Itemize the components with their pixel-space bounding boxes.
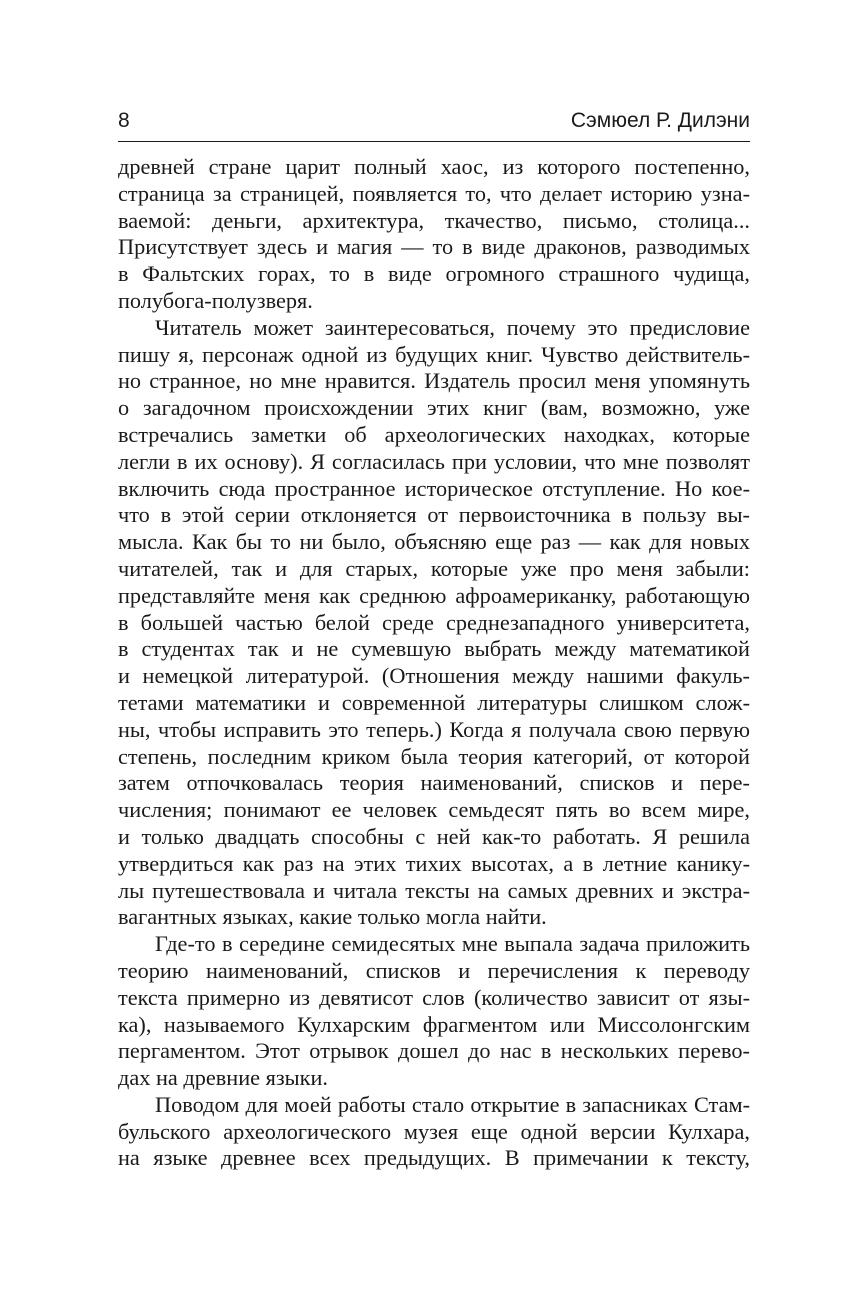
text-line: мысла. Как бы то ни было, объясняю еще раз — как для новых bbox=[118, 529, 750, 555]
text-line: что в этой серии отклоняется от первоисточника в пользу вы- bbox=[118, 502, 750, 528]
header-rule bbox=[118, 141, 750, 142]
text-line: ны, чтобы исправить это теперь.) Когда я получала свою первую bbox=[118, 716, 750, 742]
text-line: в студентах так и не сумевшую выбрать между математикой bbox=[118, 636, 750, 662]
text-line: но странное, но мне нравится. Издатель просил меня упомянуть bbox=[118, 368, 750, 394]
text-line: и немецкой литературой. (Отношения между нашими факуль- bbox=[118, 663, 750, 689]
text-line: числения; понимают ее человек семьдесят пять во всем мире, bbox=[118, 797, 750, 823]
text-line: степень, последним криком была теория категорий, от которой bbox=[118, 743, 750, 769]
running-head-author: Сэмюел Р. Дилэни bbox=[570, 109, 750, 132]
text-line: бульского археологического музея еще одной версии Кулхара, bbox=[118, 1118, 750, 1144]
text-line: о загадочном происхождении этих книг (вам, возможно, уже bbox=[118, 395, 750, 421]
text-line: затем отпочковалась теория наименований, списков и пере- bbox=[118, 770, 750, 796]
text-line: вагантных языках, какие только могла найти. bbox=[118, 904, 547, 930]
text-line: пергаментом. Этот отрывок дошел до нас в нескольких перево- bbox=[118, 1038, 750, 1064]
text-line: полубога-полузверя. bbox=[118, 287, 313, 313]
text-line: страница за страницей, появляется то, что делает историю узна- bbox=[118, 180, 750, 206]
paragraph bbox=[118, 154, 750, 315]
body-text bbox=[118, 154, 750, 1172]
text-line: встречались заметки об археологических находках, которые bbox=[118, 421, 750, 447]
text-line: ваемой: деньги, архитектура, ткачество, письмо, столица... bbox=[118, 207, 750, 233]
paragraph bbox=[118, 315, 750, 931]
text-line: легли в их основу). Я согласилась при условии, что мне позволят bbox=[118, 448, 750, 474]
running-header bbox=[118, 104, 750, 138]
paragraph bbox=[118, 1092, 750, 1172]
text-line: лы путешествовала и читала тексты на самых древних и экстра- bbox=[118, 877, 750, 903]
text-line: Присутствует здесь и магия — то в виде драконов, разводимых bbox=[118, 234, 750, 260]
text-line: текста примерно из девятисот слов (количество зависит от язы- bbox=[118, 984, 750, 1010]
text-line: и только двадцать способны с ней как-то работать. Я решила bbox=[118, 823, 750, 849]
paragraph bbox=[118, 931, 750, 1092]
text-line: Читатель может заинтересоваться, почему это предисловие bbox=[155, 314, 750, 340]
text-line: на языке древнее всех предыдущих. В примечании к тексту, bbox=[118, 1145, 750, 1171]
text-line: утвердиться как раз на этих тихих высотах, а в летние канику- bbox=[118, 850, 750, 876]
text-line: пишу я, персонаж одной из будущих книг. Чувство действитель- bbox=[118, 341, 750, 367]
text-line: Где-то в середине семидесятых мне выпала задача приложить bbox=[155, 931, 750, 957]
text-line: дах на древние языки. bbox=[118, 1065, 329, 1091]
text-line: читателей, так и для старых, которые уже про меня забыли: bbox=[118, 555, 750, 581]
text-line: теорию наименований, списков и перечисления к переводу bbox=[118, 957, 750, 983]
text-line: древней стране царит полный хаос, из которого постепенно, bbox=[118, 154, 750, 179]
text-line: в Фальтских горах, то в виде огромного страшного чудища, bbox=[118, 261, 750, 287]
text-line: ка), называемого Кулхарским фрагментом или Миссолонгским bbox=[118, 1011, 750, 1037]
page-number: 8 bbox=[118, 109, 130, 132]
text-line: включить сюда пространное историческое отступление. Но кое- bbox=[118, 475, 750, 501]
text-line: Поводом для моей работы стало открытие в запасниках Стам- bbox=[155, 1091, 750, 1117]
text-line: представляйте меня как среднюю афроамериканку, работающую bbox=[118, 582, 750, 608]
text-line: в большей частью белой среде среднезападного университета, bbox=[118, 609, 750, 635]
text-line: тетами математики и современной литературы слишком слож- bbox=[118, 689, 750, 715]
